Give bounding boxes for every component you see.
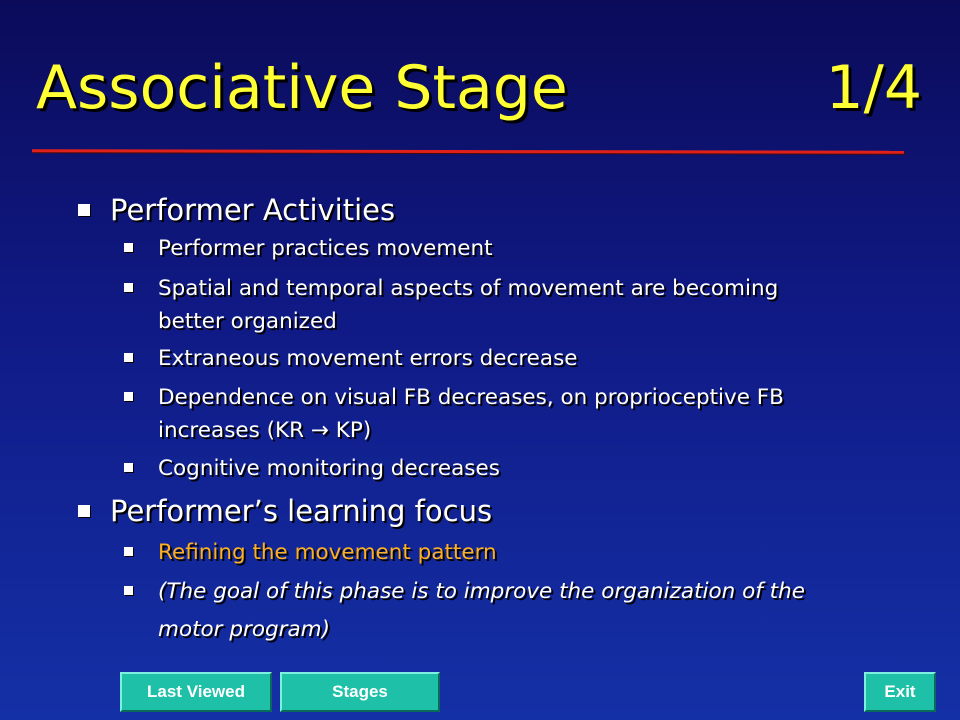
bullet-square-icon — [124, 547, 133, 556]
bullet-square-icon — [124, 283, 133, 292]
slide-content: Performer Activities Performer practices movement Spatial and temporal aspects of movement are becoming better organized Extraneous movement errors decrease Dependence on visual FB decreases, on proprioceptive FB increases (KR → KP) Cognitive monitoring decreases Performer’s learning focus Refining the movement pattern (The goal of this phase is to improve the organization of the motor program) — [0, 0, 960, 720]
slide-page-number: 1/4 — [825, 53, 922, 123]
bullet-square-icon — [78, 505, 90, 517]
exit-button[interactable]: Exit — [864, 672, 936, 712]
stages-button[interactable]: Stages — [280, 672, 440, 712]
bullet-square-icon — [78, 204, 90, 216]
bullet-square-icon — [124, 586, 133, 595]
bullet-square-icon — [124, 353, 133, 362]
bullet-square-icon — [124, 463, 133, 472]
last-viewed-button[interactable]: Last Viewed — [120, 672, 272, 712]
bullet-square-icon — [124, 243, 133, 252]
bullet-square-icon — [124, 392, 133, 401]
slide-title-text: Associative Stage — [36, 53, 568, 123]
